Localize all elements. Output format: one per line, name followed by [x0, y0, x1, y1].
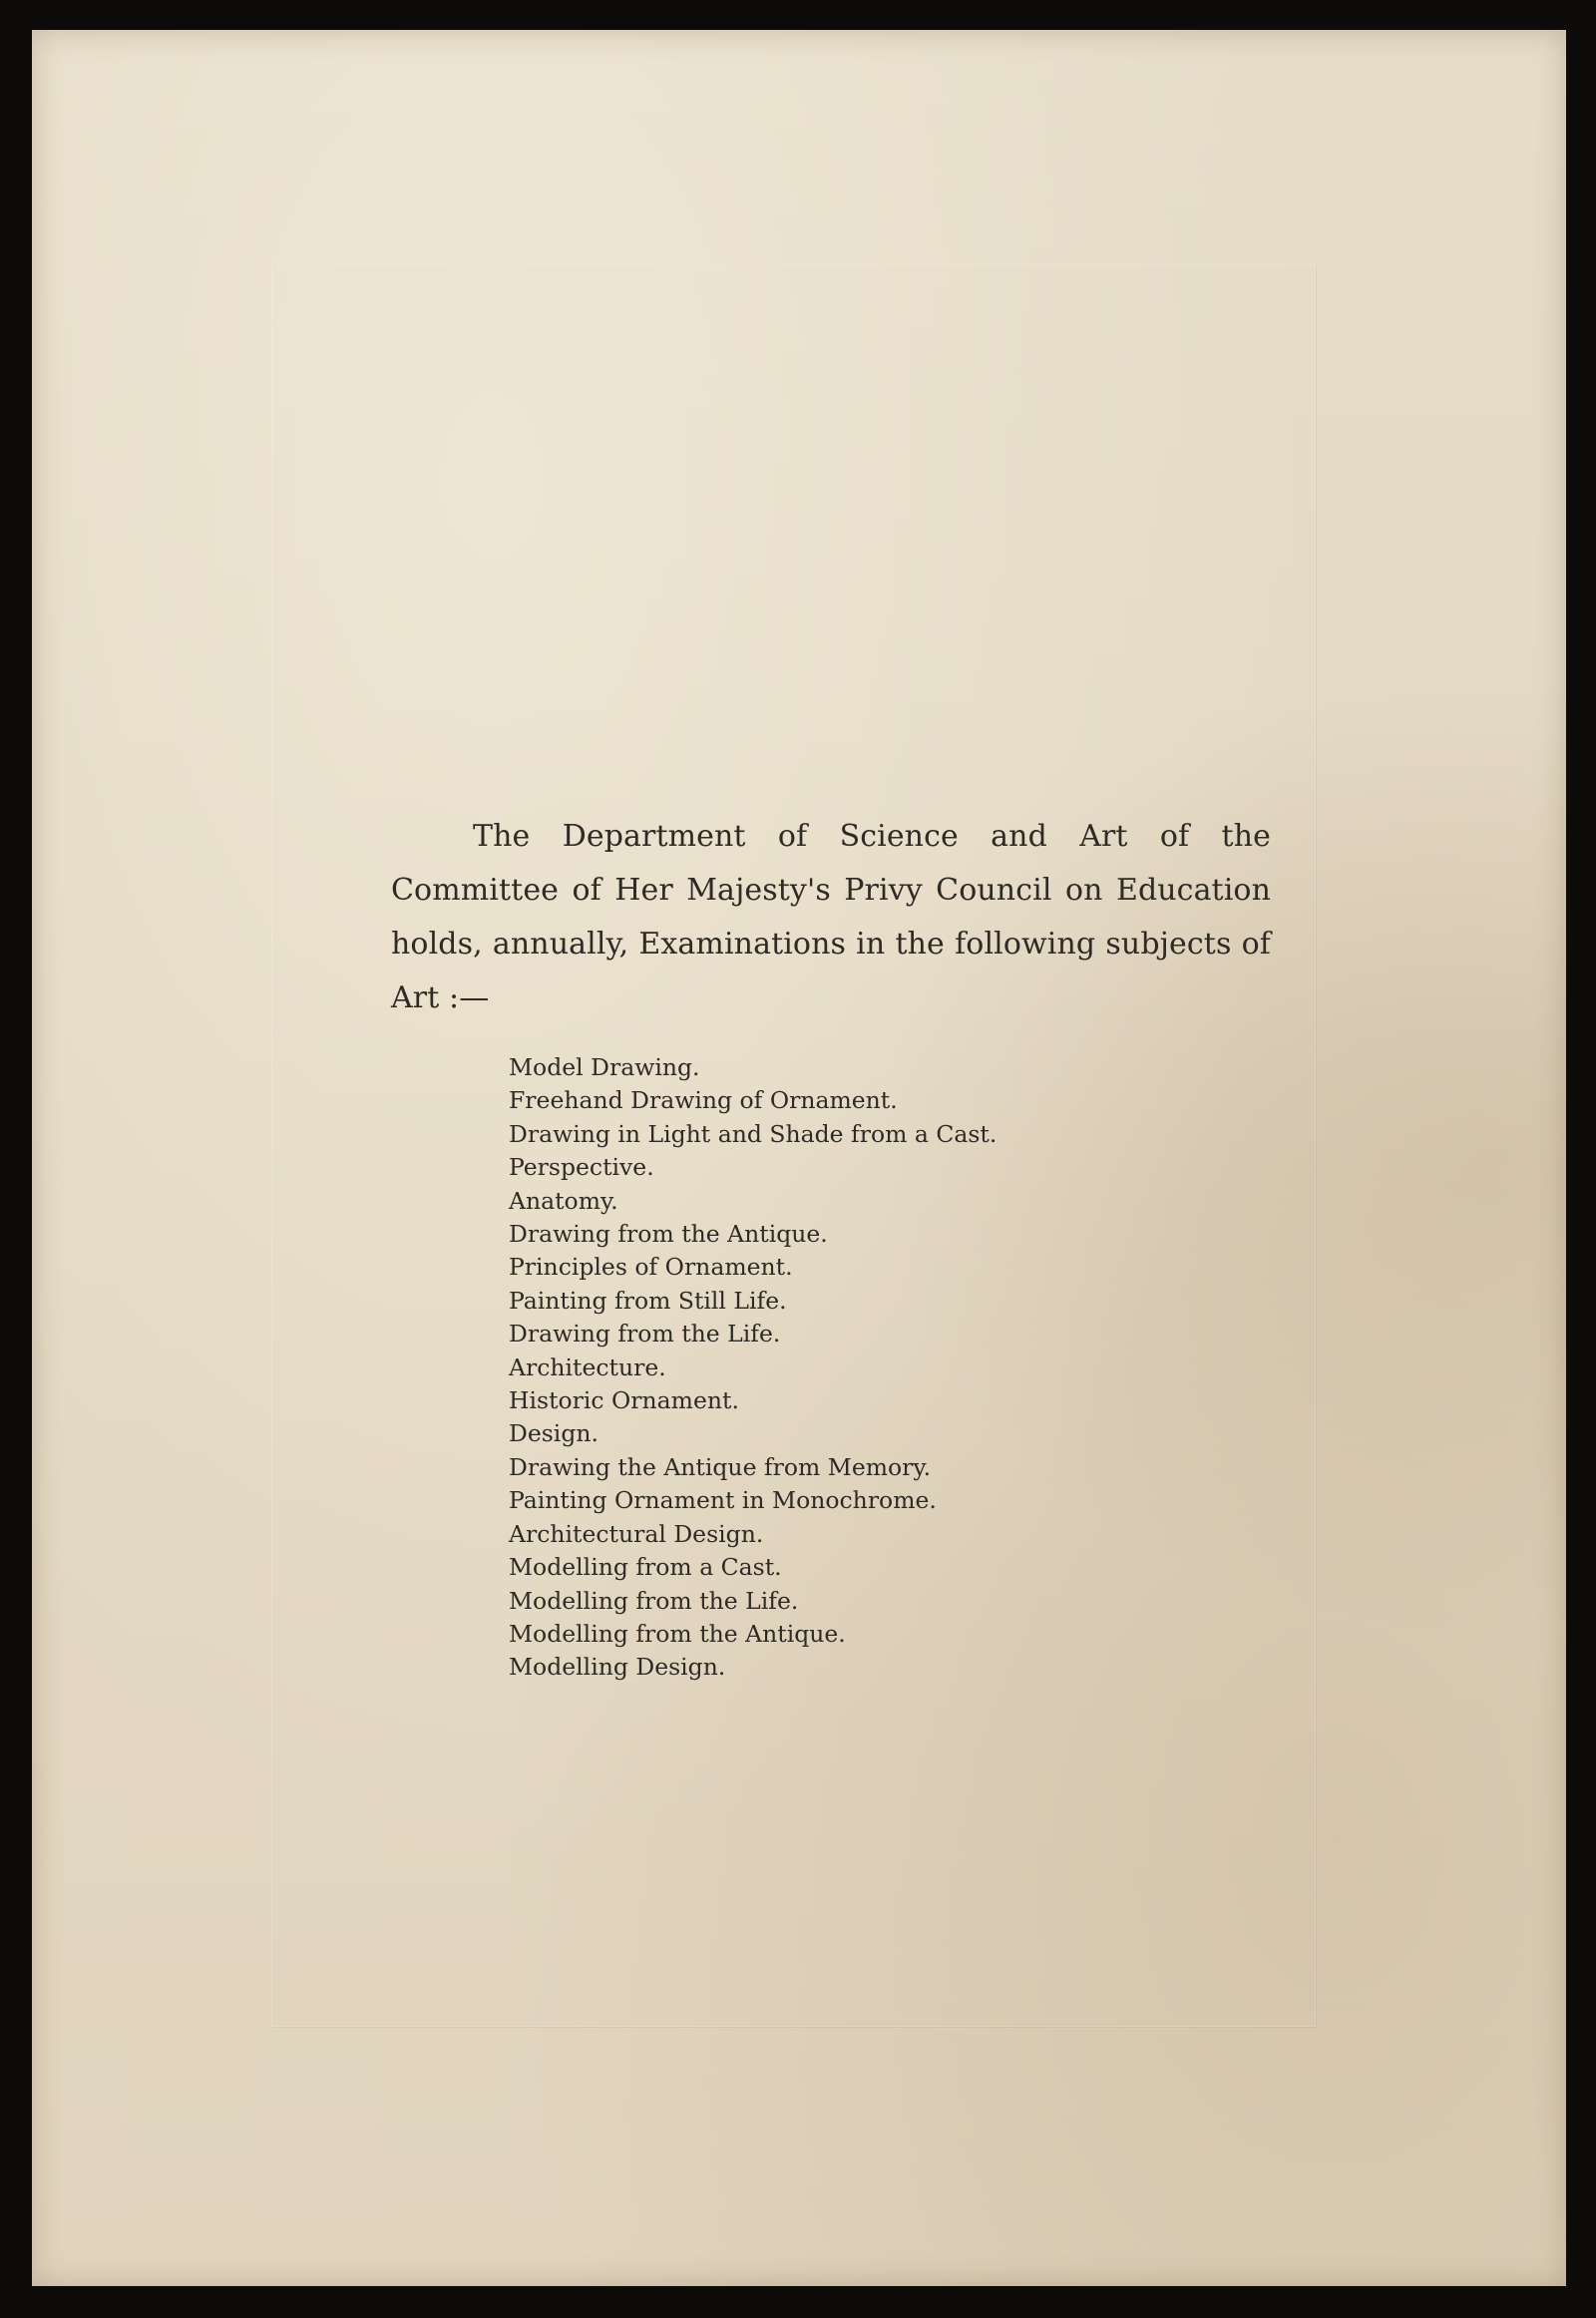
list-item: Modelling Design. — [509, 1653, 726, 1682]
list-item: Principles of Ornament. — [509, 1253, 793, 1282]
list-item: Modelling from the Antique. — [509, 1619, 846, 1648]
intro-paragraph: The Department of Science and Art of the Committee of Her Majesty's Privy Council on Education holds, annually, Examinations in the following subjects of Art :— — [391, 819, 1271, 1015]
list-item: Design. — [509, 1419, 598, 1448]
list-item: Model Drawing. — [509, 1053, 700, 1081]
list-item: Drawing in Light and Shade from a Cast. — [509, 1119, 998, 1148]
list-item: Drawing from the Antique. — [509, 1220, 828, 1249]
list-item: Perspective. — [509, 1153, 654, 1182]
list-item: Modelling from a Cast. — [509, 1553, 782, 1582]
list-item: Freehand Drawing of Ornament. — [509, 1086, 898, 1115]
list-item: Drawing from the Life. — [509, 1320, 781, 1349]
list-item: Architecture. — [509, 1352, 666, 1381]
text-block — [391, 810, 1289, 1685]
list-item: Painting from Still Life. — [509, 1286, 787, 1315]
list-item: Modelling from the Life. — [509, 1586, 799, 1615]
list-item: Painting Ornament in Monochrome. — [509, 1486, 937, 1515]
list-item: Drawing the Antique from Memory. — [509, 1452, 932, 1481]
list-item: Anatomy. — [509, 1186, 618, 1215]
list-item: Historic Ornament. — [509, 1386, 739, 1415]
subjects-list — [509, 1051, 1289, 1685]
list-item: Architectural Design. — [509, 1519, 764, 1548]
paper-page — [32, 30, 1566, 2286]
